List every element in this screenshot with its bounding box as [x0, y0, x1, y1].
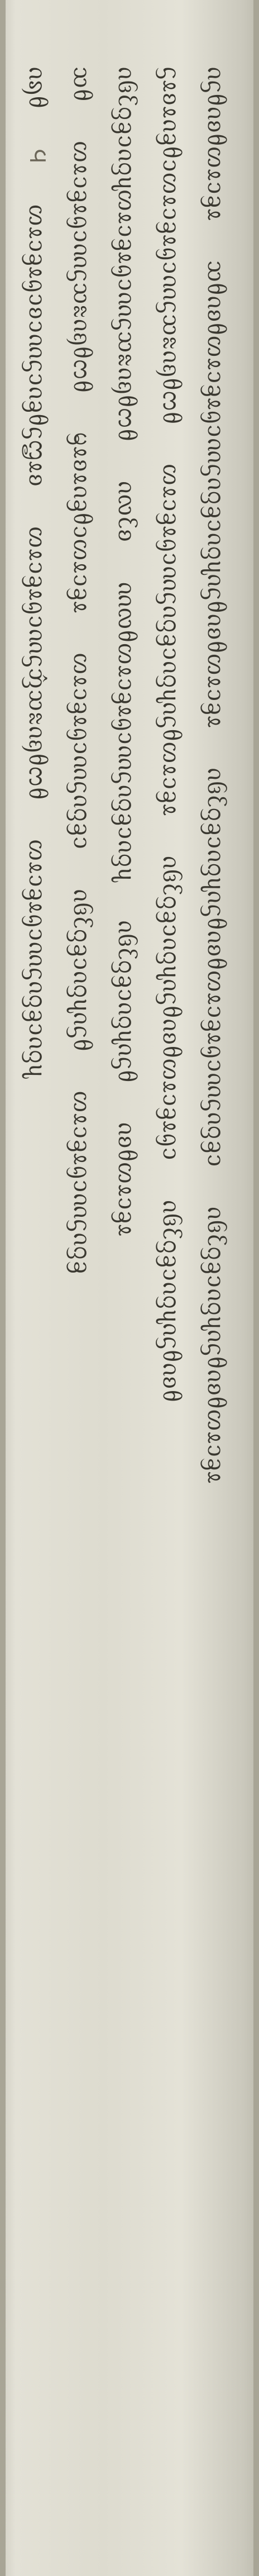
line-segment: ᦵᦈᦲᦠᦸᦱᦃᦸ: [113, 1122, 143, 1237]
punctuation-mark: ᪪: [24, 148, 55, 166]
line-segment: ᦓᦸᦈᦸᦵᦃᦲᦱᦠᦸᦱᦃᦸᦇᦱᦶᦓᦉᦰᦵᦏᦲᦂᦲ: [157, 66, 188, 425]
line-segment: ᦠᦸᦱᦃᦸᦇᦱᦶᦓᦵᦋᦃᦱᦵᦋᦴ: [23, 839, 54, 1078]
line-segment: ᦵᦑᦷᦋᦃᦱᦵᦋᦴᦵᦓᦲᦵᦈᦲᦠᦸᦱᦃᦸᦇᦱᦶᦓᦵᦋᦃᦱ: [202, 768, 232, 1168]
line-segment: ᦵᦑᦷᦋᦃᦱᦵᦋᦴᦵᦓᦲᦵᦈᦲ: [157, 1199, 188, 1403]
line-segment: ᦠᦸᦱᦃᦸᦇᦱᦶᦓᦁᦉᦰᦵᦏᦲᦂᦲ: [23, 526, 54, 801]
line-segment: ᦙᦸᦈᦸᦵᦃᦲᦱᦠᦸᦱᦃᦸ: [68, 432, 98, 614]
line-segment: ᦵᦣᦲ: [23, 66, 54, 109]
line-segment: ᦠᦸᦱᦃᦸᦇᦱᦈᦱᦶᦓᦱᦵᦃᦲᦓᦗᦸᦈ: [23, 204, 54, 488]
line-segment: ᦵᦑᦷᦋᦃᦱᦵᦋᦴᦠᦸᦱᦃᦸᦇᦱᦶᦓᦉᦰᦵᦏᦲᦂᦲ: [113, 66, 143, 442]
line-segment: ᦠᦸᦱᦃᦸᦇᦱᦶᦓᦉᦰᦵᦏᦲᦂᦲ: [68, 141, 98, 394]
line-segment: ᦉᦲᦵᦈᦲᦠᦸᦱᦃᦸᦇᦱᦶᦓᦵᦋᦃᦱᦵᦋᦴᦵᦓᦲᦵᦈᦲᦠᦸᦱᦃᦸ: [202, 260, 232, 729]
line-segment: ᦠᦸᦱᦃᦸᦇᦱᦶᦓᦵᦋᦃᦱ: [68, 653, 98, 850]
line-segment: ᦵᦑᦷᦋᦃᦱᦵᦋᦴᦵᦓᦲᦵᦈᦲᦠᦸᦱᦃᦸᦇᦱ: [157, 855, 188, 1161]
line-segment: ᦉᦲ: [68, 66, 98, 102]
line-segment: ᦠᦸᦱᦃᦸᦇᦱᦶᦓᦵᦋᦃᦱᦵᦋᦴᦵᦓᦲᦠᦸᦱᦃᦸ: [157, 464, 188, 817]
text-line-5: [196, 67, 236, 2509]
line-segment: ᦠᦸᦱᦃᦸᦇᦱᦶᦓᦵᦋᦃ: [68, 1091, 98, 1275]
line-segment: ᦵᦑᦷᦋᦃᦱᦵᦋᦴᦵᦓᦲᦵᦈᦲᦠᦸᦱᦃᦸ: [202, 1206, 232, 1484]
text-line-3: [107, 67, 146, 2509]
line-segment: ᦵᦓᦲᦵᦈᦲᦠᦸᦱᦃᦸ: [202, 66, 232, 222]
text-line-1: [18, 67, 57, 2509]
text-line-2: [63, 67, 102, 2509]
line-segment: ᦵᦑᦷᦋᦃᦱᦵᦋᦴᦵᦓᦲ: [113, 920, 143, 1083]
line-segment: ᦵᦑᦷᦋᦃᦱᦵᦋᦴᦵᦓᦲ: [68, 889, 98, 1052]
line-segment: ᦵᦟᦷᦈ: [113, 481, 143, 543]
line-segment: ᦶᦟᦲᦠᦸᦱᦃᦸᦇᦱᦶᦓᦵᦋᦃᦱᦵᦋᦴ: [113, 582, 143, 882]
text-line-4: [152, 67, 191, 2509]
